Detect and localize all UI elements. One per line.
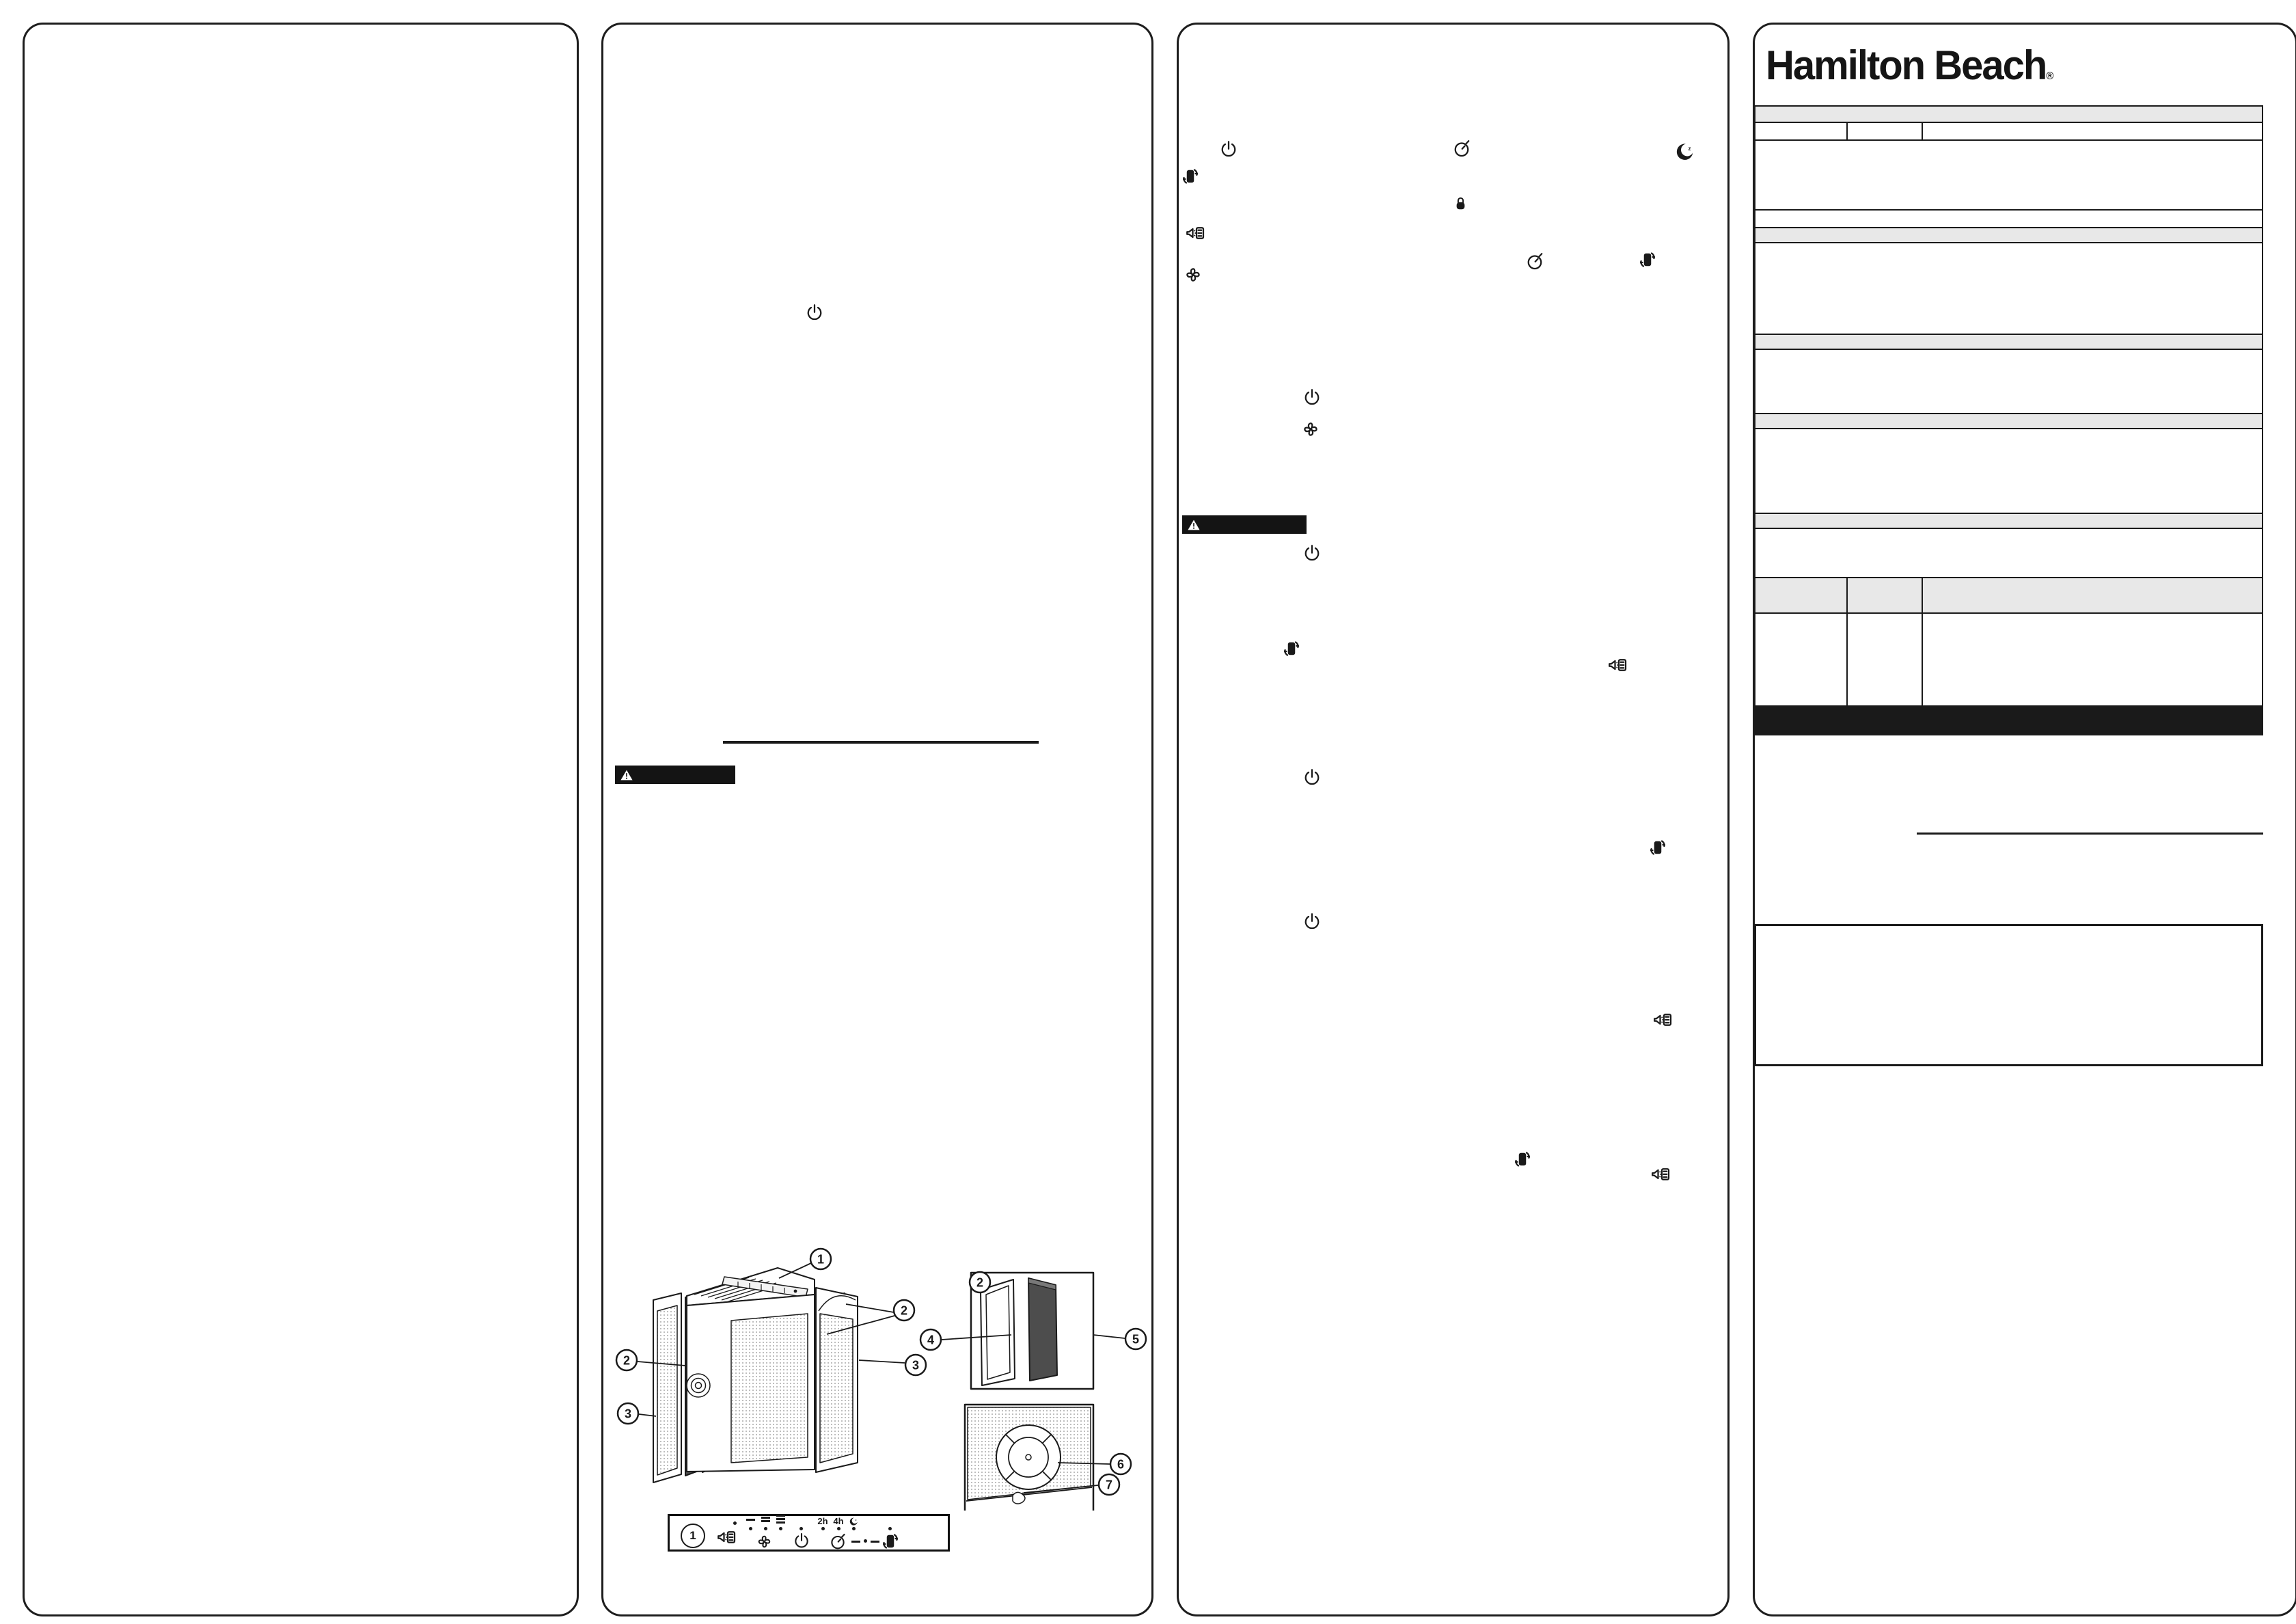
- fan-speed-high-marks: [776, 1515, 785, 1525]
- callout-6: [1110, 1454, 1131, 1474]
- column-divider: [1922, 614, 1923, 705]
- filter-reset-icon: [880, 1531, 901, 1552]
- legend-link-dot: [864, 1539, 867, 1543]
- fan-icon: [1183, 265, 1203, 285]
- timer-4h-dot: [837, 1527, 840, 1530]
- table-section-header: [1755, 228, 2262, 243]
- odor-filter-icon: [1650, 1164, 1671, 1185]
- legend-link-dash2: [871, 1541, 879, 1543]
- fan-icon: [1300, 419, 1321, 439]
- filter-reset-icon: [1637, 249, 1658, 270]
- callout-2-inset: [970, 1272, 990, 1293]
- timer-icon: [828, 1532, 847, 1551]
- table-row: [1755, 141, 2262, 211]
- filter-indicator-dot: [888, 1527, 892, 1530]
- odor-filter-icon: [716, 1527, 737, 1547]
- callout-2-right: [894, 1300, 914, 1321]
- signature-line: [1917, 833, 2263, 835]
- table-row: [1755, 429, 2262, 514]
- svg-text:6: 6: [1117, 1457, 1125, 1472]
- svg-text:3: 3: [912, 1358, 920, 1372]
- power-icon: [1218, 139, 1239, 160]
- warning-triangle-icon: [1187, 519, 1201, 531]
- notes-box: [1754, 924, 2263, 1066]
- table-row: [1755, 243, 2262, 335]
- power-icon: [1302, 543, 1322, 564]
- svg-text:7: 7: [1105, 1478, 1113, 1492]
- warning-header-bar: [615, 766, 735, 784]
- purifier-body: [687, 1268, 815, 1472]
- column-divider: [1846, 614, 1848, 705]
- timer-icon: [1525, 251, 1545, 271]
- odor-indicator-dot: [733, 1521, 737, 1525]
- odor-filter-icon: [1185, 223, 1205, 243]
- table-section-header: [1755, 514, 2262, 529]
- section-divider-rule: [723, 741, 1039, 744]
- callout-4: [920, 1329, 941, 1350]
- table-row: [1755, 529, 2262, 578]
- callout-1: [810, 1249, 831, 1269]
- panel-blank-cover: [23, 23, 579, 1616]
- svg-text:2: 2: [623, 1353, 631, 1368]
- fan-speed-low-marks: [746, 1519, 755, 1522]
- power-icon: [1302, 388, 1322, 408]
- filter-reset-icon: [1512, 1149, 1533, 1169]
- timer-2h-label: 2h: [817, 1516, 828, 1526]
- power-icon: [792, 1532, 811, 1551]
- fan-speed-medium-marks: [761, 1517, 770, 1524]
- table-row-3col: [1755, 614, 2262, 707]
- exploded-parts-diagram: [615, 1245, 1162, 1511]
- callout-3-left: [618, 1403, 638, 1424]
- inset-back-view: [965, 1405, 1093, 1511]
- timer-icon: [1451, 138, 1472, 159]
- callout-2-left: [616, 1350, 637, 1370]
- warning-header-bar: [1182, 515, 1307, 534]
- sleep-moon-icon: [849, 1517, 858, 1526]
- odor-filter-icon: [1652, 1010, 1673, 1030]
- svg-text:z: z: [1688, 145, 1691, 152]
- svg-text:4: 4: [927, 1333, 935, 1347]
- timer-4h-label: 4h: [833, 1516, 844, 1526]
- legend-callout-label: 1: [689, 1529, 696, 1542]
- table-row-3col: [1755, 123, 2262, 141]
- power-icon: [1302, 912, 1322, 932]
- callout-7: [1099, 1474, 1119, 1495]
- table-section-header: [1755, 414, 2262, 429]
- table-row: [1755, 350, 2262, 414]
- table-header-3col: [1755, 578, 2262, 614]
- filter-reset-icon: [1648, 837, 1668, 858]
- filter-reset-icon: [1180, 166, 1201, 187]
- table-section-header: [1755, 107, 2262, 123]
- power-icon: [1302, 768, 1322, 788]
- legend-callout-1: [681, 1524, 705, 1548]
- left-outer-cover: [653, 1293, 681, 1483]
- inset-filter-detail: [971, 1273, 1093, 1389]
- timer-2h-dot: [821, 1527, 825, 1530]
- sleep-moon-icon: [1674, 141, 1695, 162]
- legend-link-dash: [851, 1541, 860, 1543]
- column-divider: [1846, 578, 1848, 612]
- svg-text:z: z: [855, 1518, 857, 1521]
- table-section-header: [1755, 335, 2262, 350]
- power-indicator-dot: [800, 1527, 803, 1530]
- table-row: [1755, 211, 2262, 228]
- lock-icon: [1451, 194, 1470, 213]
- warranty-table: [1754, 105, 2263, 735]
- fan-medium-dot: [764, 1527, 767, 1530]
- registered-mark: ®: [2046, 70, 2054, 82]
- table-footer-black-band: [1755, 707, 2262, 734]
- svg-text:2: 2: [976, 1275, 984, 1290]
- brand-logo: Hamilton Beach®: [1766, 42, 2054, 89]
- sleep-dot: [852, 1527, 856, 1530]
- svg-text:1: 1: [817, 1252, 825, 1267]
- filter-reset-icon: [1281, 638, 1302, 659]
- svg-text:2: 2: [900, 1303, 908, 1318]
- column-divider: [1922, 578, 1923, 612]
- svg-text:5: 5: [1132, 1332, 1140, 1346]
- column-divider: [1846, 123, 1848, 139]
- svg-text:3: 3: [624, 1407, 632, 1421]
- callout-3-right: [905, 1355, 926, 1375]
- control-panel-legend: [668, 1514, 950, 1552]
- callout-5: [1125, 1329, 1146, 1349]
- column-divider: [1922, 123, 1923, 139]
- odor-filter-icon: [1607, 655, 1628, 675]
- warning-triangle-icon: [620, 769, 633, 781]
- fan-low-dot: [749, 1527, 752, 1530]
- fan-high-dot: [779, 1527, 782, 1530]
- fan-icon: [755, 1532, 774, 1551]
- right-outer-cover: [816, 1288, 858, 1472]
- power-icon: [804, 303, 825, 323]
